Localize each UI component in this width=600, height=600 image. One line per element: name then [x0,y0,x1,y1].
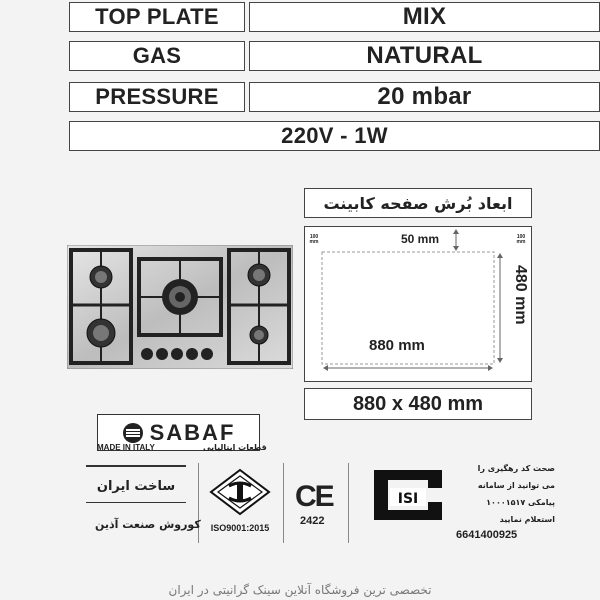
sabaf-emblem-icon [122,422,144,444]
power-value: 220V - 1W [69,121,600,151]
spec-value: MIX [249,2,600,32]
rule-line [86,465,186,467]
iso-certification [207,468,273,533]
spec-label: TOP PLATE [69,2,245,32]
cooktop-illustration [67,245,293,369]
tracking-info [455,460,555,528]
spec-label: PRESSURE [69,82,245,112]
spec-value: 20 mbar [249,82,600,112]
ce-mark: CE [295,480,333,513]
footer-text: تخصصی ترین فروشگاه آنلاین سینک گرانیتی در ایران [168,583,432,597]
height-label: 480 mm [512,265,529,325]
cutout-drawing [304,226,532,382]
divider [348,463,349,543]
tracking-line: صحت کد رهگیری را [477,464,555,473]
made-in-iran-block [86,465,186,507]
tracking-line: پیامکی ۱۰۰۰۱۵۱۷ [486,498,555,507]
cutout-dimensions: 880 x 480 mm [304,388,532,420]
tracking-line: استعلام نمایید [499,515,555,524]
ce-number: 2422 [300,515,325,527]
italian-parts: قطعات ایتالیایی [203,443,267,452]
margin-left-label: 100 mm [309,234,319,245]
divider [283,463,284,543]
svg-text:ISI: ISI [397,491,419,507]
cutout-title: ابعاد بُرش صفحه کابینت [304,188,532,218]
iso-caption: ISO9001:2015 [210,523,270,533]
spec-value: NATURAL [249,41,600,71]
company-name: کوروش صنعت آذین [95,518,201,531]
sabaf-brand: SABAF [149,419,236,445]
made-in-iran: ساخت ایران [96,478,176,494]
tracking-line: می توانید از سامانه [477,481,555,490]
tracking-code: 6641400925 [456,529,518,541]
top-gap-label: 50 mm [401,232,440,246]
divider [198,463,199,543]
margin-right-label: 100 mm [516,234,526,245]
cutout-diagram [304,226,532,382]
standard-logo-icon [368,460,448,530]
iso-seal-icon [207,468,273,516]
made-in-italy: MADE IN ITALY [97,443,155,452]
rule-line [86,502,186,504]
width-label: 880 mm [369,337,425,354]
spec-label: GAS [69,41,245,71]
